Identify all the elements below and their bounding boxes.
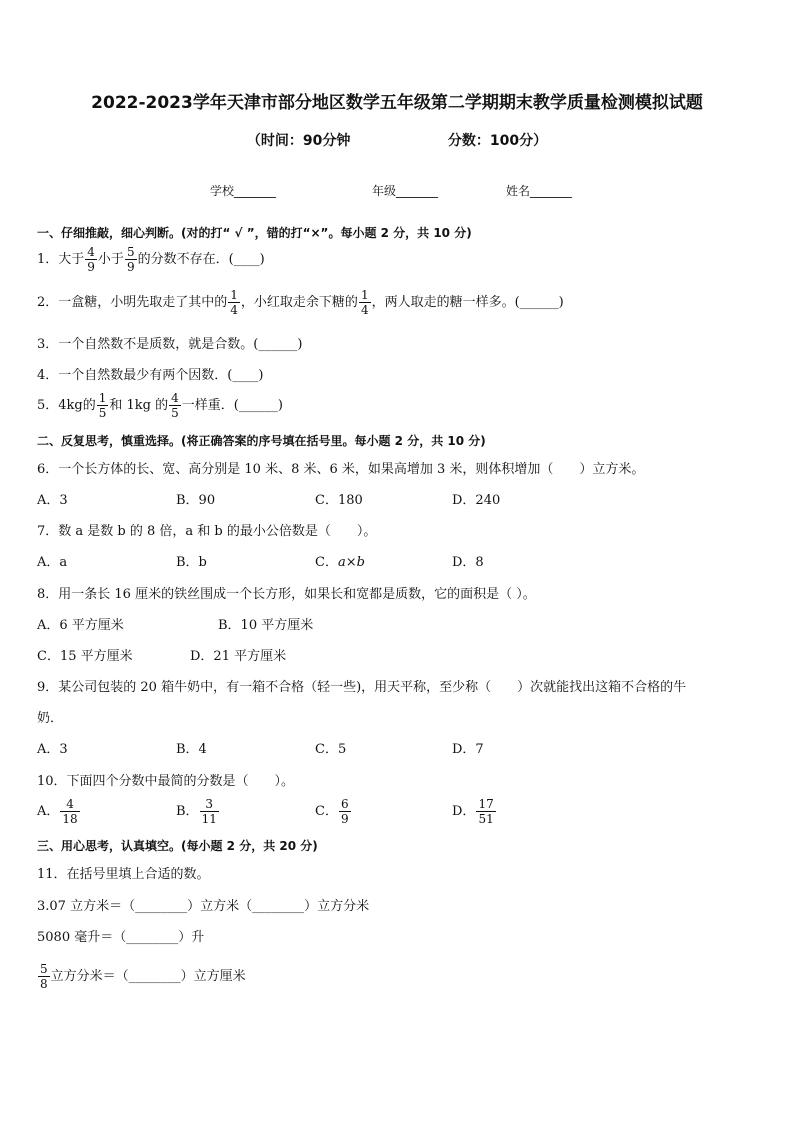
q6-option-a: A．3: [37, 493, 68, 508]
q8-option-a: A．6 平方厘米: [37, 618, 124, 633]
q8-option-d: D．21 平方厘米: [190, 649, 287, 664]
fraction: $\frac{5}{9}$: [126, 245, 135, 274]
exam-title: 2022-2023学年天津市部分地区数学五年级第二学期期末教学质量检测模拟试题: [91, 93, 703, 113]
q10-option-d: D． $\frac{17}{51}$: [452, 797, 494, 826]
fraction: $\frac{17}{51}$: [478, 797, 494, 826]
grade-field: 年级_______: [372, 184, 439, 198]
q6-option-c: C．180: [315, 493, 363, 508]
section-2-heading: 二、反复思考，慎重选择。(将正确答案的序号填在括号里。每小题 2 分，共 10 分): [37, 434, 486, 448]
question-3: 3．一个自然数不是质数，就是合数。(______): [37, 337, 303, 352]
question-2: 2．一盒糖，小明先取走了其中的 $\frac{1}{4}$ ，小红取走余下糖的 $\frac{1}{4}$ ，两人取走的糖一样多。(______): [37, 288, 564, 317]
fraction: $\frac{1}{4}$: [360, 288, 369, 317]
q7-option-c: C．a×b: [315, 555, 365, 570]
section-1-heading: 一、仔细推敲，细心判断。(对的打“ √ ”，错的打“×”。每小题 2 分，共 10 分): [37, 226, 472, 240]
q7-option-d: D．8: [452, 555, 484, 570]
q9-option-b: B．4: [176, 742, 207, 757]
fraction: $\frac{3}{11}$: [201, 797, 217, 826]
name-field: 姓名_______: [506, 184, 573, 198]
section-3-heading: 三、用心思考，认真填空。(每小题 2 分，共 20 分): [37, 839, 318, 853]
question-1: 1．大于 $\frac{4}{9}$ 小于 $\frac{5}{9}$ 的分数不存在．(____): [37, 245, 265, 274]
fraction: $\frac{6}{9}$: [340, 797, 349, 826]
q11-line-2: 5080 毫升＝（________）升: [37, 930, 205, 945]
fraction: $\frac{1}{4}$: [230, 288, 238, 317]
question-10: 10．下面四个分数中最简的分数是（ ）。: [37, 774, 295, 789]
fraction: $\frac{4}{18}$: [62, 797, 78, 826]
fraction: $\frac{4}{9}$: [87, 245, 95, 274]
question-8: 8．用一条长 16 厘米的铁丝围成一个长方形，如果长和宽都是质数，它的面积是（ ）。: [37, 587, 536, 602]
question-4: 4．一个自然数最少有两个因数．(____): [37, 368, 264, 383]
exam-time-score: （时间：90分钟 分数：100分）: [246, 133, 548, 149]
q10-option-a: A． $\frac{4}{18}$: [37, 797, 78, 826]
question-7: 7．数 a 是数 b 的 8 倍，a 和 b 的最小公倍数是（ ）。: [37, 524, 377, 539]
question-6: 6．一个长方体的长、宽、高分别是 10 米、8 米、6 米，如果高增加 3 米，则体积增加（ ）立方米。: [37, 462, 645, 477]
q8-option-b: B．10 平方厘米: [218, 618, 314, 633]
q11-line-3: $\frac{5}{8}$ 立方分米＝（________）立方厘米: [40, 962, 246, 991]
fraction: $\frac{1}{5}$: [98, 391, 107, 420]
q9-option-d: D．7: [452, 742, 484, 757]
question-5: 5．4kg的 $\frac{1}{5}$ 和 1kg 的 $\frac{4}{5}$ 一样重．(______): [37, 391, 283, 420]
school-field: 学校_______: [210, 184, 277, 198]
q11-line-1: 3.07 立方米＝（________）立方米（________）立方分米: [37, 899, 370, 914]
question-11: 11．在括号里填上合适的数。: [37, 867, 210, 882]
fraction: $\frac{4}{5}$: [171, 391, 179, 420]
q9-option-c: C．5: [315, 742, 347, 757]
q6-option-b: B．90: [176, 493, 216, 508]
q9-option-a: A．3: [37, 742, 68, 757]
question-9: 9．某公司包装的 20 箱牛奶中，有一箱不合格（轻一些)，用天平称，至少称（ ）次就能找出这箱不合格的牛: [37, 680, 687, 695]
q8-option-c: C．15 平方厘米: [37, 649, 133, 664]
q10-option-c: C． $\frac{6}{9}$: [315, 797, 349, 826]
q7-option-b: B．b: [176, 555, 207, 570]
q6-option-d: D．240: [452, 493, 501, 508]
question-9-cont: 奶．: [37, 711, 64, 726]
fraction: $\frac{5}{8}$: [40, 962, 48, 991]
q10-option-b: B． $\frac{3}{11}$: [176, 797, 217, 826]
q7-option-a: A．a: [37, 555, 68, 570]
